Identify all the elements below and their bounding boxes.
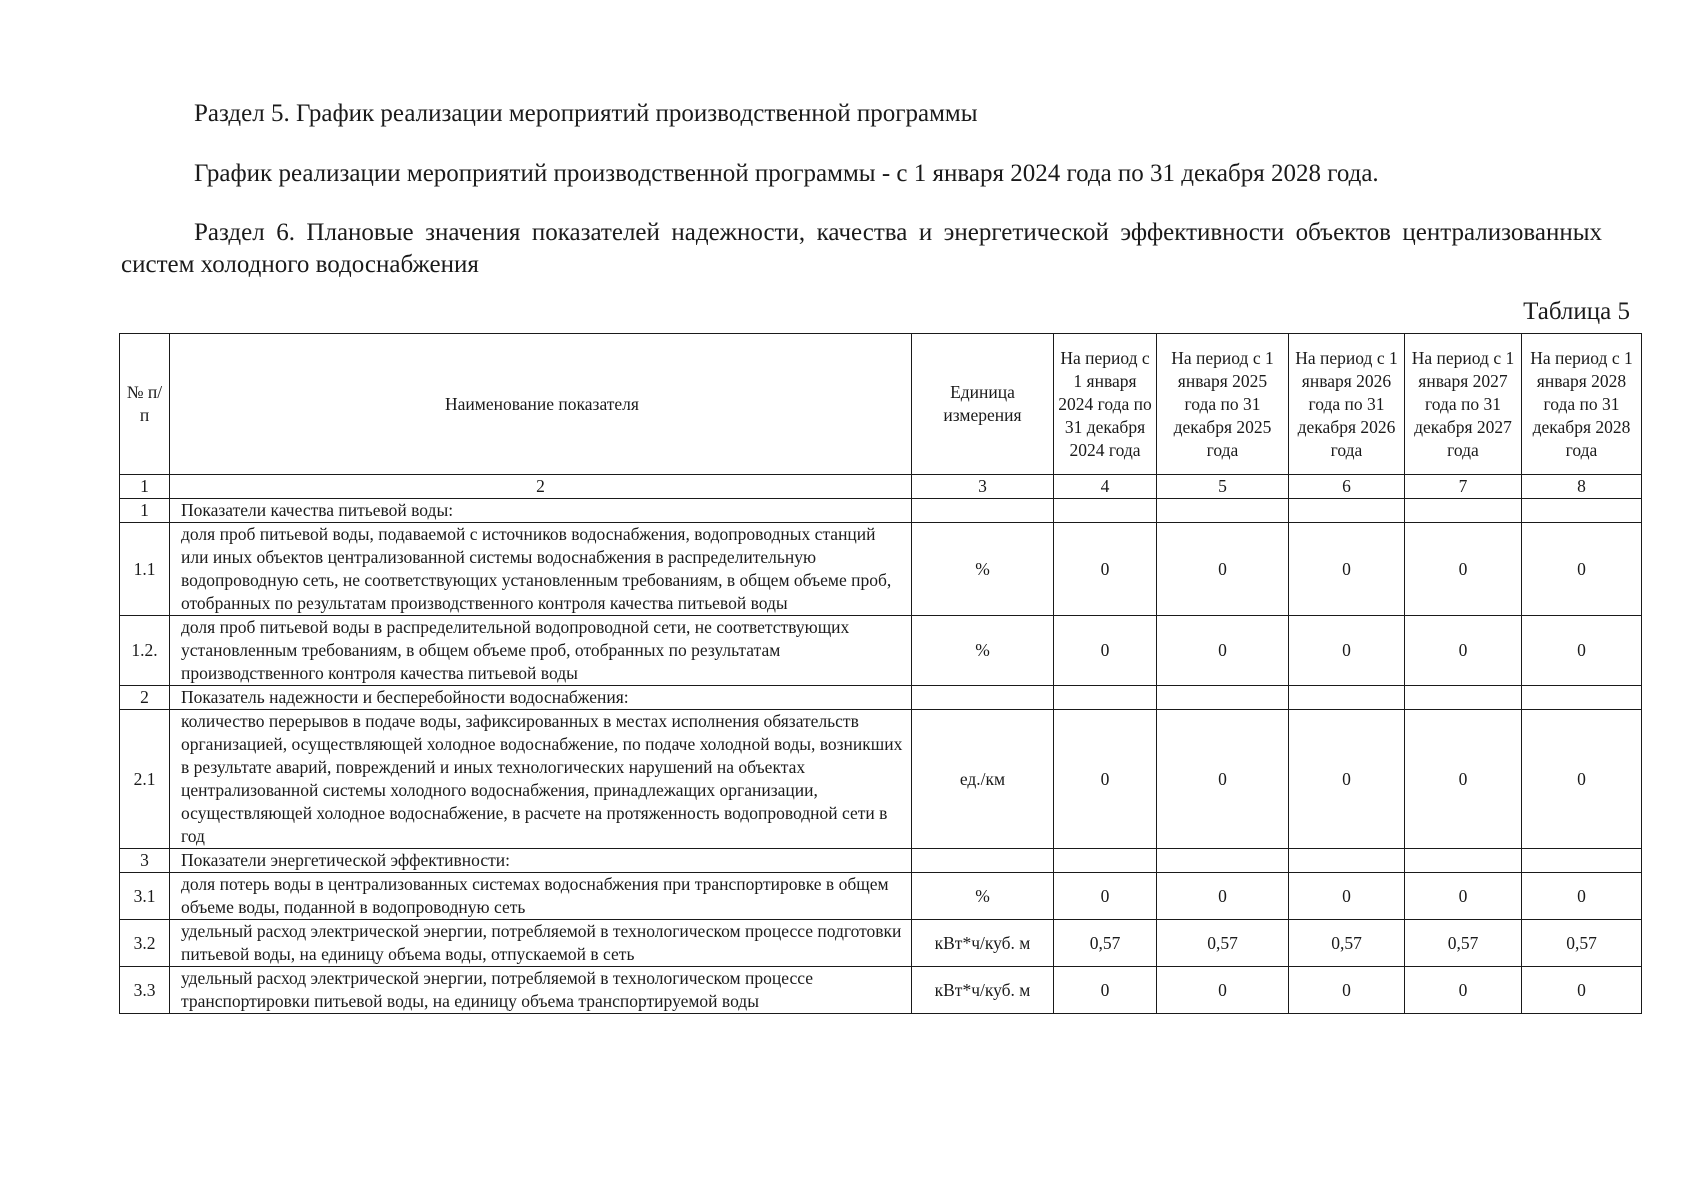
column-number-row [120,475,1642,499]
unit-cell: кВт*ч/куб. м [912,967,1054,1014]
header-unit: Единица измерения [912,334,1054,475]
value-cell: 0,57 [1157,920,1289,967]
value-cell: 0 [1405,710,1522,849]
unit-cell [912,849,1054,873]
table-header-row [120,334,1642,475]
value-cell [1289,849,1405,873]
value-cell: 0 [1522,523,1642,616]
value-cell: 0 [1289,523,1405,616]
value-cell: 0 [1054,967,1157,1014]
value-cell: 0 [1405,523,1522,616]
value-cell: 0,57 [1405,920,1522,967]
row-number: 2.1 [120,710,170,849]
schedule-text: График реализации мероприятий производственной программы - с 1 января 2024 года по 31 декабря 2028 года. [194,160,1379,187]
indicator-name: доля потерь воды в централизованных системах водоснабжения при транспортировке в общем объеме воды, поданной в водопроводную сеть [170,873,912,920]
value-cell [1054,849,1157,873]
value-cell [1289,499,1405,523]
row-number: 3.1 [120,873,170,920]
indicator-name: доля проб питьевой воды, подаваемой с источников водоснабжения, водопроводных станций или иных объектов централизованной системы водоснабжения в распределительную водопроводную сеть, не соответствующих установленным требованиям, в общем объеме проб, отобранных по результатам производственного контроля качества питьевой воды [170,523,912,616]
table-row [120,873,1642,920]
unit-cell: кВт*ч/куб. м [912,920,1054,967]
value-cell [1157,499,1289,523]
value-cell: 0 [1289,710,1405,849]
value-cell: 0,57 [1289,920,1405,967]
row-number: 3.3 [120,967,170,1014]
value-cell: 0 [1522,967,1642,1014]
value-cell [1157,849,1289,873]
value-cell: 0 [1522,710,1642,849]
row-number: 1 [120,499,170,523]
value-cell: 0 [1054,523,1157,616]
table-row [120,710,1642,849]
row-number: 1.1 [120,523,170,616]
table-group-row [120,849,1642,873]
indicators-table [119,333,1642,1014]
indicator-name: Показатель надежности и бесперебойности водоснабжения: [170,686,912,710]
header-period: На период с 1 января 2026 года по 31 декабря 2026 года [1289,334,1405,475]
value-cell: 0,57 [1054,920,1157,967]
value-cell: 0 [1157,710,1289,849]
value-cell [1522,849,1642,873]
header-period: На период с 1 января 2024 года по 31 декабря 2024 года [1054,334,1157,475]
unit-cell: % [912,616,1054,686]
header-period: На период с 1 января 2028 года по 31 декабря 2028 года [1522,334,1642,475]
table-caption: Таблица 5 [1523,298,1630,325]
value-cell: 0 [1157,967,1289,1014]
header-num: № п/ п [120,334,170,475]
column-number: 7 [1405,475,1522,499]
row-number: 3.2 [120,920,170,967]
header-name: Наименование показателя [170,334,912,475]
column-number: 3 [912,475,1054,499]
value-cell [1405,686,1522,710]
column-number: 4 [1054,475,1157,499]
column-number: 2 [170,475,912,499]
value-cell [1157,686,1289,710]
table-row [120,523,1642,616]
header-period: На период с 1 января 2027 года по 31 декабря 2027 года [1405,334,1522,475]
unit-cell: ед./км [912,710,1054,849]
value-cell: 0 [1522,616,1642,686]
table-row [120,616,1642,686]
indicator-name: Показатели энергетической эффективности: [170,849,912,873]
section-5-title: Раздел 5. График реализации мероприятий производственной программы [194,100,978,127]
value-cell: 0 [1405,873,1522,920]
unit-cell [912,686,1054,710]
indicator-name: удельный расход электрической энергии, потребляемой в технологическом процессе подготовки питьевой воды, на единицу объема воды, отпускаемой в сеть [170,920,912,967]
value-cell [1522,499,1642,523]
value-cell: 0 [1289,967,1405,1014]
value-cell: 0 [1157,873,1289,920]
table-row [120,920,1642,967]
value-cell: 0 [1157,616,1289,686]
value-cell: 0,57 [1522,920,1642,967]
value-cell: 0 [1289,873,1405,920]
column-number: 8 [1522,475,1642,499]
value-cell: 0 [1157,523,1289,616]
row-number: 3 [120,849,170,873]
value-cell: 0 [1522,873,1642,920]
unit-cell: % [912,523,1054,616]
value-cell: 0 [1054,873,1157,920]
unit-cell [912,499,1054,523]
indicator-name: доля проб питьевой воды в распределительной водопроводной сети, не соответствующих установленным требованиям, в общем объеме проб, отобранных по результатам производственного контроля качества питьевой воды [170,616,912,686]
value-cell [1405,849,1522,873]
unit-cell: % [912,873,1054,920]
row-number: 2 [120,686,170,710]
value-cell [1405,499,1522,523]
section-6-title: Раздел 6. Плановые значения показателей надежности, качества и энергетической эффективности объектов централизованных систем холодного водоснабжения [121,219,1602,278]
value-cell: 0 [1405,967,1522,1014]
value-cell [1522,686,1642,710]
column-number: 5 [1157,475,1289,499]
value-cell [1054,499,1157,523]
indicator-name: удельный расход электрической энергии, потребляемой в технологическом процессе транспортировки питьевой воды, на единицу объема транспортируемой воды [170,967,912,1014]
column-number: 1 [120,475,170,499]
value-cell: 0 [1405,616,1522,686]
indicator-name: количество перерывов в подаче воды, зафиксированных в местах исполнения обязательств организацией, осуществляющей холодное водоснабжение, по подаче холодной воды, возникших в результате аварий, повреждений и иных технологических нарушений на объектах централизованной системы холодного водоснабжения, принадлежащих организации, осуществляющей холодное водоснабжение, в расчете на протяженность водопроводной сети в год [170,710,912,849]
value-cell: 0 [1054,616,1157,686]
header-period: На период с 1 января 2025 года по 31 декабря 2025 года [1157,334,1289,475]
row-number: 1.2. [120,616,170,686]
table-row [120,967,1642,1014]
value-cell [1289,686,1405,710]
column-number: 6 [1289,475,1405,499]
indicator-name: Показатели качества питьевой воды: [170,499,912,523]
table-group-row [120,686,1642,710]
table-group-row [120,499,1642,523]
value-cell: 0 [1289,616,1405,686]
value-cell: 0 [1054,710,1157,849]
value-cell [1054,686,1157,710]
